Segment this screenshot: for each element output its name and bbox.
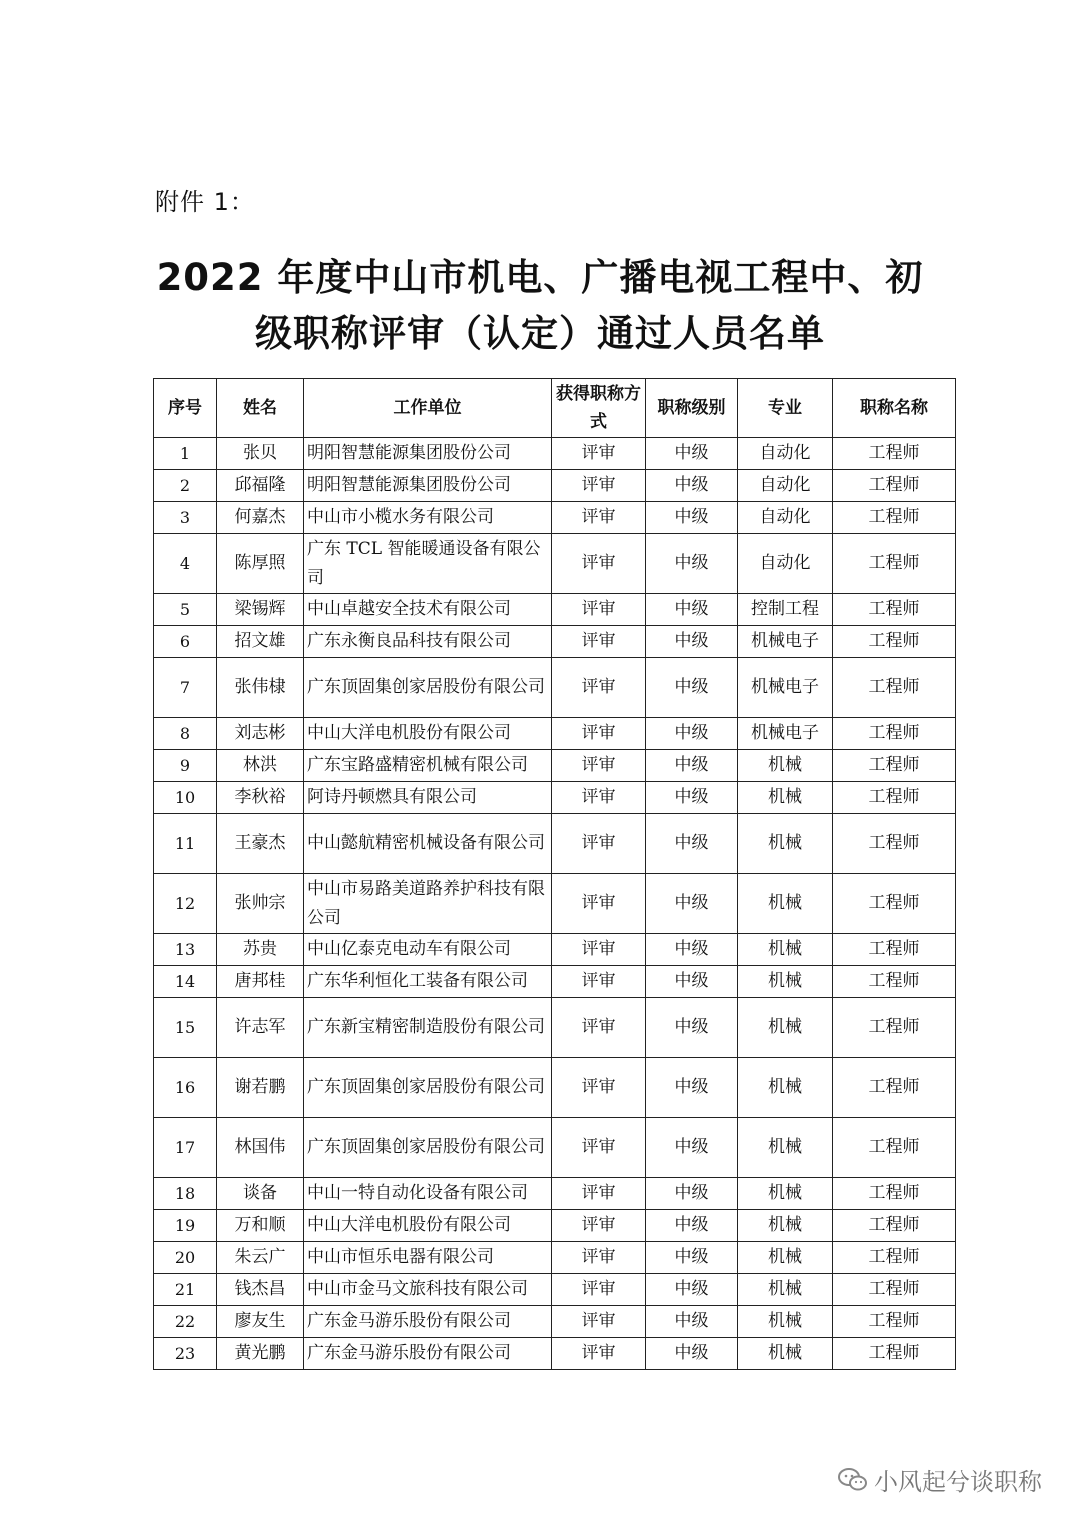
header-row bbox=[154, 379, 956, 438]
cell-index: 13 bbox=[154, 934, 217, 966]
cell-major: 机械电子 bbox=[738, 718, 833, 750]
cell-index: 4 bbox=[154, 534, 217, 594]
table-row bbox=[154, 998, 956, 1058]
cell-title: 工程师 bbox=[833, 874, 956, 934]
header-method: 获得职称方式 bbox=[552, 379, 646, 438]
cell-title: 工程师 bbox=[833, 998, 956, 1058]
cell-unit: 广东金马游乐股份有限公司 bbox=[304, 1338, 552, 1370]
table-row bbox=[154, 1118, 956, 1178]
cell-method: 评审 bbox=[552, 470, 646, 502]
cell-name: 王豪杰 bbox=[217, 814, 304, 874]
cell-unit: 广东顶固集创家居股份有限公司 bbox=[304, 1118, 552, 1178]
cell-index: 20 bbox=[154, 1242, 217, 1274]
cell-index: 19 bbox=[154, 1210, 217, 1242]
cell-index: 21 bbox=[154, 1274, 217, 1306]
cell-level: 中级 bbox=[646, 1306, 738, 1338]
title-line-2: 级职称评审（认定）通过人员名单 bbox=[255, 312, 825, 355]
cell-title: 工程师 bbox=[833, 534, 956, 594]
cell-name: 刘志彬 bbox=[217, 718, 304, 750]
cell-level: 中级 bbox=[646, 814, 738, 874]
cell-unit: 广东宝路盛精密机械有限公司 bbox=[304, 750, 552, 782]
cell-level: 中级 bbox=[646, 534, 738, 594]
cell-title: 工程师 bbox=[833, 626, 956, 658]
cell-title: 工程师 bbox=[833, 750, 956, 782]
document-title bbox=[120, 250, 960, 362]
cell-major: 自动化 bbox=[738, 470, 833, 502]
cell-major: 自动化 bbox=[738, 534, 833, 594]
cell-index: 9 bbox=[154, 750, 217, 782]
cell-major: 机械电子 bbox=[738, 626, 833, 658]
header-title: 职称名称 bbox=[833, 379, 956, 438]
cell-unit: 中山大洋电机股份有限公司 bbox=[304, 718, 552, 750]
table-row bbox=[154, 750, 956, 782]
table-row bbox=[154, 658, 956, 718]
cell-index: 16 bbox=[154, 1058, 217, 1118]
cell-index: 10 bbox=[154, 782, 217, 814]
cell-title: 工程师 bbox=[833, 966, 956, 998]
cell-title: 工程师 bbox=[833, 1058, 956, 1118]
table-row bbox=[154, 534, 956, 594]
cell-level: 中级 bbox=[646, 966, 738, 998]
cell-name: 张伟棣 bbox=[217, 658, 304, 718]
cell-index: 22 bbox=[154, 1306, 217, 1338]
cell-name: 唐邦桂 bbox=[217, 966, 304, 998]
cell-level: 中级 bbox=[646, 438, 738, 470]
table-row bbox=[154, 594, 956, 626]
cell-unit: 中山市易路美道路养护科技有限公司 bbox=[304, 874, 552, 934]
cell-method: 评审 bbox=[552, 1242, 646, 1274]
cell-title: 工程师 bbox=[833, 1210, 956, 1242]
table-row bbox=[154, 1306, 956, 1338]
table-row bbox=[154, 782, 956, 814]
table-row bbox=[154, 966, 956, 998]
watermark-text: 小风起兮谈职称 bbox=[874, 1468, 1042, 1496]
cell-unit: 广东金马游乐股份有限公司 bbox=[304, 1306, 552, 1338]
cell-title: 工程师 bbox=[833, 934, 956, 966]
cell-name: 许志军 bbox=[217, 998, 304, 1058]
table-row bbox=[154, 934, 956, 966]
cell-method: 评审 bbox=[552, 502, 646, 534]
cell-title: 工程师 bbox=[833, 814, 956, 874]
header-major: 专业 bbox=[738, 379, 833, 438]
cell-name: 黄光鹏 bbox=[217, 1338, 304, 1370]
cell-name: 苏贵 bbox=[217, 934, 304, 966]
cell-level: 中级 bbox=[646, 1338, 738, 1370]
cell-level: 中级 bbox=[646, 1118, 738, 1178]
cell-index: 3 bbox=[154, 502, 217, 534]
cell-unit: 中山市恒乐电器有限公司 bbox=[304, 1242, 552, 1274]
cell-method: 评审 bbox=[552, 1338, 646, 1370]
header-index: 序号 bbox=[154, 379, 217, 438]
cell-method: 评审 bbox=[552, 782, 646, 814]
cell-method: 评审 bbox=[552, 594, 646, 626]
cell-name: 朱云广 bbox=[217, 1242, 304, 1274]
cell-level: 中级 bbox=[646, 782, 738, 814]
cell-major: 机械 bbox=[738, 1242, 833, 1274]
cell-title: 工程师 bbox=[833, 1274, 956, 1306]
header-name: 姓名 bbox=[217, 379, 304, 438]
cell-title: 工程师 bbox=[833, 438, 956, 470]
cell-index: 14 bbox=[154, 966, 217, 998]
cell-name: 万和顺 bbox=[217, 1210, 304, 1242]
header-unit: 工作单位 bbox=[304, 379, 552, 438]
cell-major: 机械 bbox=[738, 1118, 833, 1178]
cell-unit: 广东 TCL 智能暖通设备有限公司 bbox=[304, 534, 552, 594]
table-row bbox=[154, 626, 956, 658]
roster-table bbox=[153, 378, 956, 1370]
cell-index: 7 bbox=[154, 658, 217, 718]
cell-major: 机械电子 bbox=[738, 658, 833, 718]
cell-method: 评审 bbox=[552, 814, 646, 874]
table-row bbox=[154, 1210, 956, 1242]
roster-body bbox=[154, 438, 956, 1370]
cell-name: 谢若鹏 bbox=[217, 1058, 304, 1118]
cell-index: 6 bbox=[154, 626, 217, 658]
attachment-label: 附件 1： bbox=[155, 188, 255, 216]
cell-level: 中级 bbox=[646, 1274, 738, 1306]
table-row bbox=[154, 1242, 956, 1274]
cell-major: 机械 bbox=[738, 814, 833, 874]
cell-method: 评审 bbox=[552, 998, 646, 1058]
table-row bbox=[154, 874, 956, 934]
cell-title: 工程师 bbox=[833, 1178, 956, 1210]
cell-title: 工程师 bbox=[833, 782, 956, 814]
cell-method: 评审 bbox=[552, 718, 646, 750]
cell-unit: 中山市金马文旅科技有限公司 bbox=[304, 1274, 552, 1306]
cell-method: 评审 bbox=[552, 1210, 646, 1242]
table-row bbox=[154, 718, 956, 750]
cell-level: 中级 bbox=[646, 750, 738, 782]
cell-unit: 阿诗丹顿燃具有限公司 bbox=[304, 782, 552, 814]
table-row bbox=[154, 438, 956, 470]
cell-major: 自动化 bbox=[738, 438, 833, 470]
cell-index: 18 bbox=[154, 1178, 217, 1210]
cell-index: 15 bbox=[154, 998, 217, 1058]
cell-name: 李秋裕 bbox=[217, 782, 304, 814]
cell-major: 机械 bbox=[738, 750, 833, 782]
cell-method: 评审 bbox=[552, 874, 646, 934]
cell-title: 工程师 bbox=[833, 1338, 956, 1370]
cell-method: 评审 bbox=[552, 1274, 646, 1306]
cell-level: 中级 bbox=[646, 1210, 738, 1242]
cell-level: 中级 bbox=[646, 998, 738, 1058]
table-row bbox=[154, 1178, 956, 1210]
cell-name: 廖友生 bbox=[217, 1306, 304, 1338]
cell-major: 机械 bbox=[738, 998, 833, 1058]
table-row bbox=[154, 1338, 956, 1370]
cell-index: 8 bbox=[154, 718, 217, 750]
cell-name: 张贝 bbox=[217, 438, 304, 470]
cell-method: 评审 bbox=[552, 1178, 646, 1210]
cell-method: 评审 bbox=[552, 750, 646, 782]
cell-unit: 广东顶固集创家居股份有限公司 bbox=[304, 658, 552, 718]
cell-name: 钱杰昌 bbox=[217, 1274, 304, 1306]
cell-title: 工程师 bbox=[833, 1306, 956, 1338]
cell-index: 17 bbox=[154, 1118, 217, 1178]
wechat-icon bbox=[838, 1467, 868, 1493]
header-level: 职称级别 bbox=[646, 379, 738, 438]
cell-unit: 中山大洋电机股份有限公司 bbox=[304, 1210, 552, 1242]
cell-name: 招文雄 bbox=[217, 626, 304, 658]
cell-unit: 广东永衡良品科技有限公司 bbox=[304, 626, 552, 658]
cell-level: 中级 bbox=[646, 502, 738, 534]
cell-title: 工程师 bbox=[833, 658, 956, 718]
cell-unit: 明阳智慧能源集团股份公司 bbox=[304, 438, 552, 470]
cell-method: 评审 bbox=[552, 534, 646, 594]
cell-name: 林洪 bbox=[217, 750, 304, 782]
cell-major: 机械 bbox=[738, 874, 833, 934]
cell-major: 机械 bbox=[738, 1178, 833, 1210]
cell-method: 评审 bbox=[552, 438, 646, 470]
cell-unit: 中山亿泰克电动车有限公司 bbox=[304, 934, 552, 966]
cell-unit: 中山一特自动化设备有限公司 bbox=[304, 1178, 552, 1210]
cell-name: 梁锡辉 bbox=[217, 594, 304, 626]
cell-index: 2 bbox=[154, 470, 217, 502]
cell-title: 工程师 bbox=[833, 470, 956, 502]
cell-level: 中级 bbox=[646, 1058, 738, 1118]
table-row bbox=[154, 470, 956, 502]
cell-level: 中级 bbox=[646, 626, 738, 658]
cell-major: 机械 bbox=[738, 1306, 833, 1338]
cell-level: 中级 bbox=[646, 658, 738, 718]
cell-unit: 中山卓越安全技术有限公司 bbox=[304, 594, 552, 626]
cell-index: 23 bbox=[154, 1338, 217, 1370]
cell-name: 邱福隆 bbox=[217, 470, 304, 502]
cell-index: 5 bbox=[154, 594, 217, 626]
cell-title: 工程师 bbox=[833, 502, 956, 534]
cell-method: 评审 bbox=[552, 934, 646, 966]
cell-index: 11 bbox=[154, 814, 217, 874]
cell-name: 陈厚照 bbox=[217, 534, 304, 594]
cell-method: 评审 bbox=[552, 626, 646, 658]
cell-level: 中级 bbox=[646, 874, 738, 934]
cell-level: 中级 bbox=[646, 934, 738, 966]
cell-level: 中级 bbox=[646, 594, 738, 626]
cell-title: 工程师 bbox=[833, 1118, 956, 1178]
cell-level: 中级 bbox=[646, 718, 738, 750]
cell-major: 机械 bbox=[738, 1210, 833, 1242]
cell-unit: 明阳智慧能源集团股份公司 bbox=[304, 470, 552, 502]
cell-name: 何嘉杰 bbox=[217, 502, 304, 534]
cell-unit: 广东顶固集创家居股份有限公司 bbox=[304, 1058, 552, 1118]
cell-method: 评审 bbox=[552, 1058, 646, 1118]
cell-title: 工程师 bbox=[833, 718, 956, 750]
cell-unit: 广东新宝精密制造股份有限公司 bbox=[304, 998, 552, 1058]
cell-unit: 中山市小榄水务有限公司 bbox=[304, 502, 552, 534]
watermark bbox=[838, 1462, 1042, 1497]
cell-major: 自动化 bbox=[738, 502, 833, 534]
table-row bbox=[154, 502, 956, 534]
cell-title: 工程师 bbox=[833, 594, 956, 626]
cell-unit: 广东华利恒化工装备有限公司 bbox=[304, 966, 552, 998]
table-row bbox=[154, 1274, 956, 1306]
table-row bbox=[154, 1058, 956, 1118]
cell-index: 1 bbox=[154, 438, 217, 470]
cell-unit: 中山懿航精密机械设备有限公司 bbox=[304, 814, 552, 874]
cell-level: 中级 bbox=[646, 1178, 738, 1210]
cell-major: 机械 bbox=[738, 1338, 833, 1370]
table-row bbox=[154, 814, 956, 874]
title-line-1: 2022 年度中山市机电、广播电视工程中、初 bbox=[156, 256, 924, 299]
cell-major: 机械 bbox=[738, 1274, 833, 1306]
cell-method: 评审 bbox=[552, 658, 646, 718]
cell-name: 林国伟 bbox=[217, 1118, 304, 1178]
cell-title: 工程师 bbox=[833, 1242, 956, 1274]
cell-method: 评审 bbox=[552, 1306, 646, 1338]
cell-method: 评审 bbox=[552, 966, 646, 998]
cell-level: 中级 bbox=[646, 470, 738, 502]
cell-major: 机械 bbox=[738, 1058, 833, 1118]
cell-major: 机械 bbox=[738, 782, 833, 814]
cell-level: 中级 bbox=[646, 1242, 738, 1274]
cell-index: 12 bbox=[154, 874, 217, 934]
cell-major: 机械 bbox=[738, 966, 833, 998]
cell-name: 张帅宗 bbox=[217, 874, 304, 934]
cell-major: 机械 bbox=[738, 934, 833, 966]
cell-major: 控制工程 bbox=[738, 594, 833, 626]
cell-method: 评审 bbox=[552, 1118, 646, 1178]
cell-name: 谈备 bbox=[217, 1178, 304, 1210]
